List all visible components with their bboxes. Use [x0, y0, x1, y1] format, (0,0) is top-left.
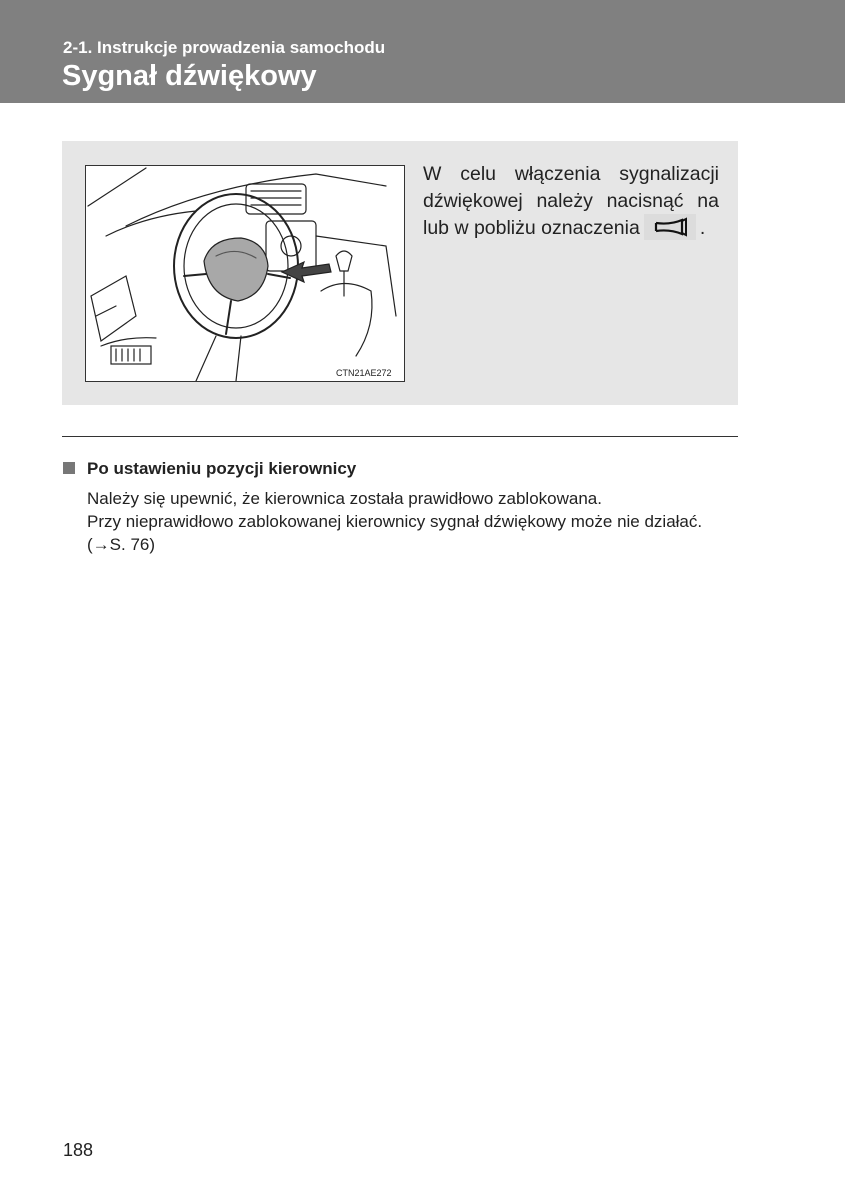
info-box [62, 141, 738, 405]
steering-wheel-illustration [85, 165, 405, 382]
instruction-line-3 [423, 215, 719, 242]
section-label: 2-1. Instrukcje prowadzenia samochodu [63, 38, 386, 57]
note-heading: Po ustawieniu pozycji kierownicy [87, 459, 357, 478]
instruction-line-3-text: lub w pobliżu oznaczenia [423, 217, 640, 239]
square-bullet-icon [63, 462, 75, 474]
instruction-text [423, 161, 719, 242]
instruction-line-1: W celu włączenia sygnalizacji [423, 163, 719, 185]
horn-icon [644, 214, 696, 240]
page-title: Sygnał dźwiękowy [62, 60, 317, 92]
section-divider [62, 436, 738, 437]
note-line-1: Należy się upewnić, że kierownica została prawidłowo zablokowana. [87, 489, 602, 508]
page-reference-link[interactable]: (→S. 76) [87, 535, 156, 554]
note-body [87, 487, 702, 556]
instruction-line-2: dźwiękowej należy nacisnąć na [423, 190, 719, 212]
instruction-line-3-end: . [699, 217, 706, 239]
page-number: 188 [63, 1140, 94, 1160]
page-header [0, 0, 845, 103]
note-line-2: Przy nieprawidłowo zablokowanej kierownicy sygnał dźwiękowy może nie działać. [87, 512, 703, 531]
figure-code: CTN21AE272 [336, 368, 392, 378]
